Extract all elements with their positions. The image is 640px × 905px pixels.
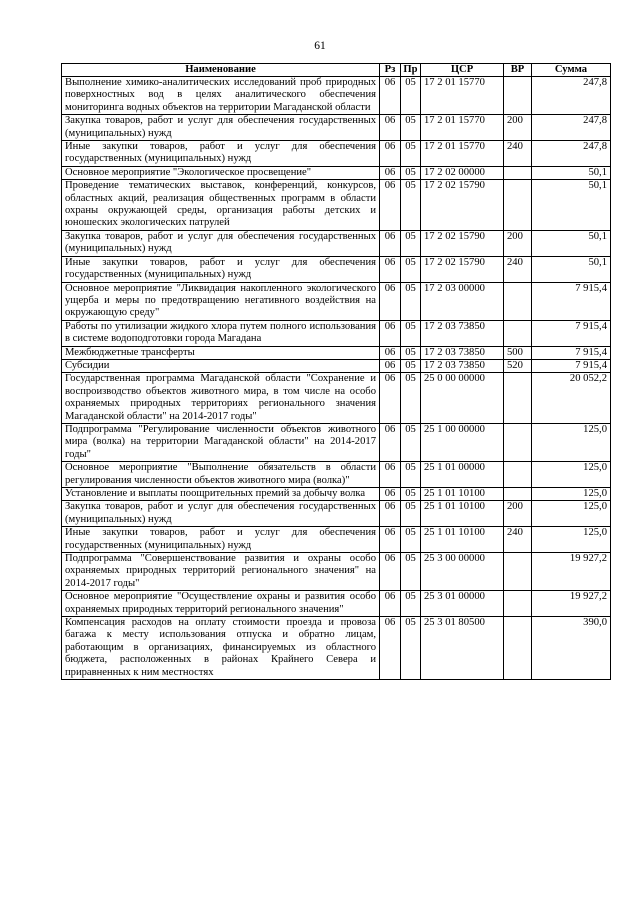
- cell-pr: 05: [401, 501, 421, 527]
- cell-pr: 05: [401, 423, 421, 461]
- cell-csr: 17 2 01 15770: [421, 141, 504, 167]
- cell-vr: [504, 591, 532, 617]
- cell-csr: 25 3 01 80500: [421, 617, 504, 680]
- cell-csr: 25 0 00 00000: [421, 373, 504, 424]
- cell-rz: 06: [380, 230, 401, 256]
- cell-vr: [504, 180, 532, 231]
- cell-pr: 05: [401, 230, 421, 256]
- cell-sum: 125,0: [532, 488, 611, 501]
- cell-name: Субсидии: [62, 359, 380, 372]
- table-row: [62, 501, 611, 527]
- cell-vr: [504, 282, 532, 320]
- cell-sum: 247,8: [532, 115, 611, 141]
- cell-vr: [504, 166, 532, 179]
- table-row: [62, 488, 611, 501]
- table-header-row: [62, 64, 611, 77]
- table-row: [62, 373, 611, 424]
- cell-pr: 05: [401, 359, 421, 372]
- cell-name: Закупка товаров, работ и услуг для обеспечения государственных (муниципальных) нужд: [62, 230, 380, 256]
- cell-pr: 05: [401, 462, 421, 488]
- cell-name: Основное мероприятие "Экологическое просвещение": [62, 166, 380, 179]
- cell-pr: 05: [401, 320, 421, 346]
- cell-pr: 05: [401, 527, 421, 553]
- table-row: [62, 359, 611, 372]
- cell-csr: 17 2 03 73850: [421, 320, 504, 346]
- header-csr: ЦСР: [421, 64, 504, 77]
- cell-name: Закупка товаров, работ и услуг для обеспечения государственных (муниципальных) нужд: [62, 501, 380, 527]
- cell-rz: 06: [380, 617, 401, 680]
- cell-rz: 06: [380, 256, 401, 282]
- table-row: [62, 256, 611, 282]
- cell-name: Проведение тематических выставок, конференций, конкурсов, областных акций, реализация общественных программ в области охраны окружающей среды, организация работы детских и юношеских экологических патрулей: [62, 180, 380, 231]
- cell-rz: 06: [380, 180, 401, 231]
- cell-sum: 50,1: [532, 166, 611, 179]
- cell-pr: 05: [401, 617, 421, 680]
- cell-pr: 05: [401, 282, 421, 320]
- cell-name: Межбюджетные трансферты: [62, 346, 380, 359]
- cell-vr: 500: [504, 346, 532, 359]
- cell-sum: 20 052,2: [532, 373, 611, 424]
- cell-sum: 50,1: [532, 230, 611, 256]
- cell-csr: 17 2 02 15790: [421, 180, 504, 231]
- table-row: [62, 591, 611, 617]
- cell-vr: [504, 423, 532, 461]
- cell-name: Основное мероприятие "Выполнение обязательств в области регулирования численности объектов животного мира (волка)": [62, 462, 380, 488]
- cell-rz: 06: [380, 166, 401, 179]
- cell-pr: 05: [401, 141, 421, 167]
- cell-sum: 247,8: [532, 141, 611, 167]
- cell-name: Установление и выплаты поощрительных премий за добычу волка: [62, 488, 380, 501]
- table-row: [62, 180, 611, 231]
- table-row: [62, 423, 611, 461]
- cell-csr: 25 3 01 00000: [421, 591, 504, 617]
- cell-pr: 05: [401, 346, 421, 359]
- cell-pr: 05: [401, 77, 421, 115]
- table-row: [62, 462, 611, 488]
- cell-csr: 25 3 00 00000: [421, 553, 504, 591]
- cell-csr: 25 1 01 10100: [421, 501, 504, 527]
- cell-pr: 05: [401, 488, 421, 501]
- cell-pr: 05: [401, 180, 421, 231]
- table-row: [62, 230, 611, 256]
- table-row: [62, 77, 611, 115]
- header-sum: Сумма: [532, 64, 611, 77]
- header-vr: ВР: [504, 64, 532, 77]
- cell-pr: 05: [401, 373, 421, 424]
- cell-rz: 06: [380, 373, 401, 424]
- cell-csr: 25 1 01 10100: [421, 527, 504, 553]
- cell-sum: 7 915,4: [532, 320, 611, 346]
- header-pr: Пр: [401, 64, 421, 77]
- cell-rz: 06: [380, 346, 401, 359]
- cell-vr: 200: [504, 501, 532, 527]
- cell-name: Закупка товаров, работ и услуг для обеспечения государственных (муниципальных) нужд: [62, 115, 380, 141]
- cell-vr: 200: [504, 230, 532, 256]
- cell-sum: 7 915,4: [532, 346, 611, 359]
- cell-sum: 125,0: [532, 501, 611, 527]
- cell-csr: 17 2 02 15790: [421, 230, 504, 256]
- cell-csr: 25 1 01 10100: [421, 488, 504, 501]
- cell-rz: 06: [380, 591, 401, 617]
- cell-name: Основное мероприятие "Ликвидация накопленного экологического ущерба и меры по предотвращению негативного воздействия на окружающую среду": [62, 282, 380, 320]
- cell-sum: 50,1: [532, 256, 611, 282]
- cell-rz: 06: [380, 527, 401, 553]
- cell-name: Работы по утилизации жидкого хлора путем полного использования в системе водоподготовки города Магадана: [62, 320, 380, 346]
- cell-vr: 240: [504, 141, 532, 167]
- table-row: [62, 320, 611, 346]
- cell-name: Основное мероприятие "Осуществление охраны и развития особо охраняемых природных территорий регионального значения": [62, 591, 380, 617]
- table-row: [62, 115, 611, 141]
- cell-vr: [504, 617, 532, 680]
- cell-csr: 17 2 03 00000: [421, 282, 504, 320]
- cell-name: Иные закупки товаров, работ и услуг для обеспечения государственных (муниципальных) нужд: [62, 256, 380, 282]
- table-row: [62, 617, 611, 680]
- cell-name: Подпрограмма "Совершенствование развития и охраны особо охраняемых природных территорий регионального значения" на 2014-2017 годы": [62, 553, 380, 591]
- cell-csr: 17 2 01 15770: [421, 115, 504, 141]
- cell-rz: 06: [380, 359, 401, 372]
- table-row: [62, 553, 611, 591]
- cell-vr: [504, 488, 532, 501]
- cell-sum: 7 915,4: [532, 359, 611, 372]
- cell-sum: 50,1: [532, 180, 611, 231]
- cell-sum: 125,0: [532, 423, 611, 461]
- cell-pr: 05: [401, 553, 421, 591]
- cell-vr: [504, 462, 532, 488]
- cell-rz: 06: [380, 553, 401, 591]
- cell-sum: 390,0: [532, 617, 611, 680]
- cell-vr: 200: [504, 115, 532, 141]
- cell-name: Государственная программа Магаданской области "Сохранение и воспроизводство объектов животного мира, в том числе на особо охраняемых природных территориях регионального значения Магаданской области" на 2014-2017 годы": [62, 373, 380, 424]
- cell-rz: 06: [380, 423, 401, 461]
- cell-csr: 17 2 03 73850: [421, 359, 504, 372]
- cell-rz: 06: [380, 77, 401, 115]
- page-number: 61: [314, 40, 326, 52]
- table-row: [62, 346, 611, 359]
- cell-vr: [504, 320, 532, 346]
- cell-vr: 240: [504, 527, 532, 553]
- cell-csr: 25 1 01 00000: [421, 462, 504, 488]
- table-row: [62, 282, 611, 320]
- cell-name: Выполнение химико-аналитических исследований проб природных поверхностных вод в целях аналитического обеспечения мониторинга водных объектов на территории Магаданской области: [62, 77, 380, 115]
- cell-csr: 25 1 00 00000: [421, 423, 504, 461]
- cell-vr: 240: [504, 256, 532, 282]
- cell-pr: 05: [401, 591, 421, 617]
- cell-sum: 19 927,2: [532, 591, 611, 617]
- cell-sum: 247,8: [532, 77, 611, 115]
- header-name: Наименование: [62, 64, 380, 77]
- cell-vr: [504, 553, 532, 591]
- table-body: [62, 77, 611, 680]
- table-row: [62, 166, 611, 179]
- cell-rz: 06: [380, 501, 401, 527]
- cell-rz: 06: [380, 141, 401, 167]
- cell-name: Подпрограмма "Регулирование численности объектов животного мира (волка) на территории Магаданской области" на 2014-2017 годы": [62, 423, 380, 461]
- cell-rz: 06: [380, 115, 401, 141]
- cell-rz: 06: [380, 320, 401, 346]
- table-row: [62, 141, 611, 167]
- cell-csr: 17 2 03 73850: [421, 346, 504, 359]
- cell-rz: 06: [380, 282, 401, 320]
- cell-rz: 06: [380, 462, 401, 488]
- cell-sum: 7 915,4: [532, 282, 611, 320]
- cell-sum: 125,0: [532, 462, 611, 488]
- cell-csr: 17 2 02 00000: [421, 166, 504, 179]
- cell-name: Иные закупки товаров, работ и услуг для обеспечения государственных (муниципальных) нужд: [62, 141, 380, 167]
- cell-name: Иные закупки товаров, работ и услуг для обеспечения государственных (муниципальных) нужд: [62, 527, 380, 553]
- budget-table: [61, 63, 611, 680]
- cell-name: Компенсация расходов на оплату стоимости проезда и провоза багажа к месту использования отпуска и обратно лицам, работающим в организациях, финансируемых из областного бюджета, расположенных в районах Крайнего Севера и приравненных к ним местностях: [62, 617, 380, 680]
- cell-vr: 520: [504, 359, 532, 372]
- header-rz: Рз: [380, 64, 401, 77]
- cell-pr: 05: [401, 166, 421, 179]
- table-row: [62, 527, 611, 553]
- cell-vr: [504, 373, 532, 424]
- cell-sum: 125,0: [532, 527, 611, 553]
- cell-csr: 17 2 01 15770: [421, 77, 504, 115]
- cell-pr: 05: [401, 256, 421, 282]
- cell-vr: [504, 77, 532, 115]
- cell-rz: 06: [380, 488, 401, 501]
- cell-pr: 05: [401, 115, 421, 141]
- cell-sum: 19 927,2: [532, 553, 611, 591]
- cell-csr: 17 2 02 15790: [421, 256, 504, 282]
